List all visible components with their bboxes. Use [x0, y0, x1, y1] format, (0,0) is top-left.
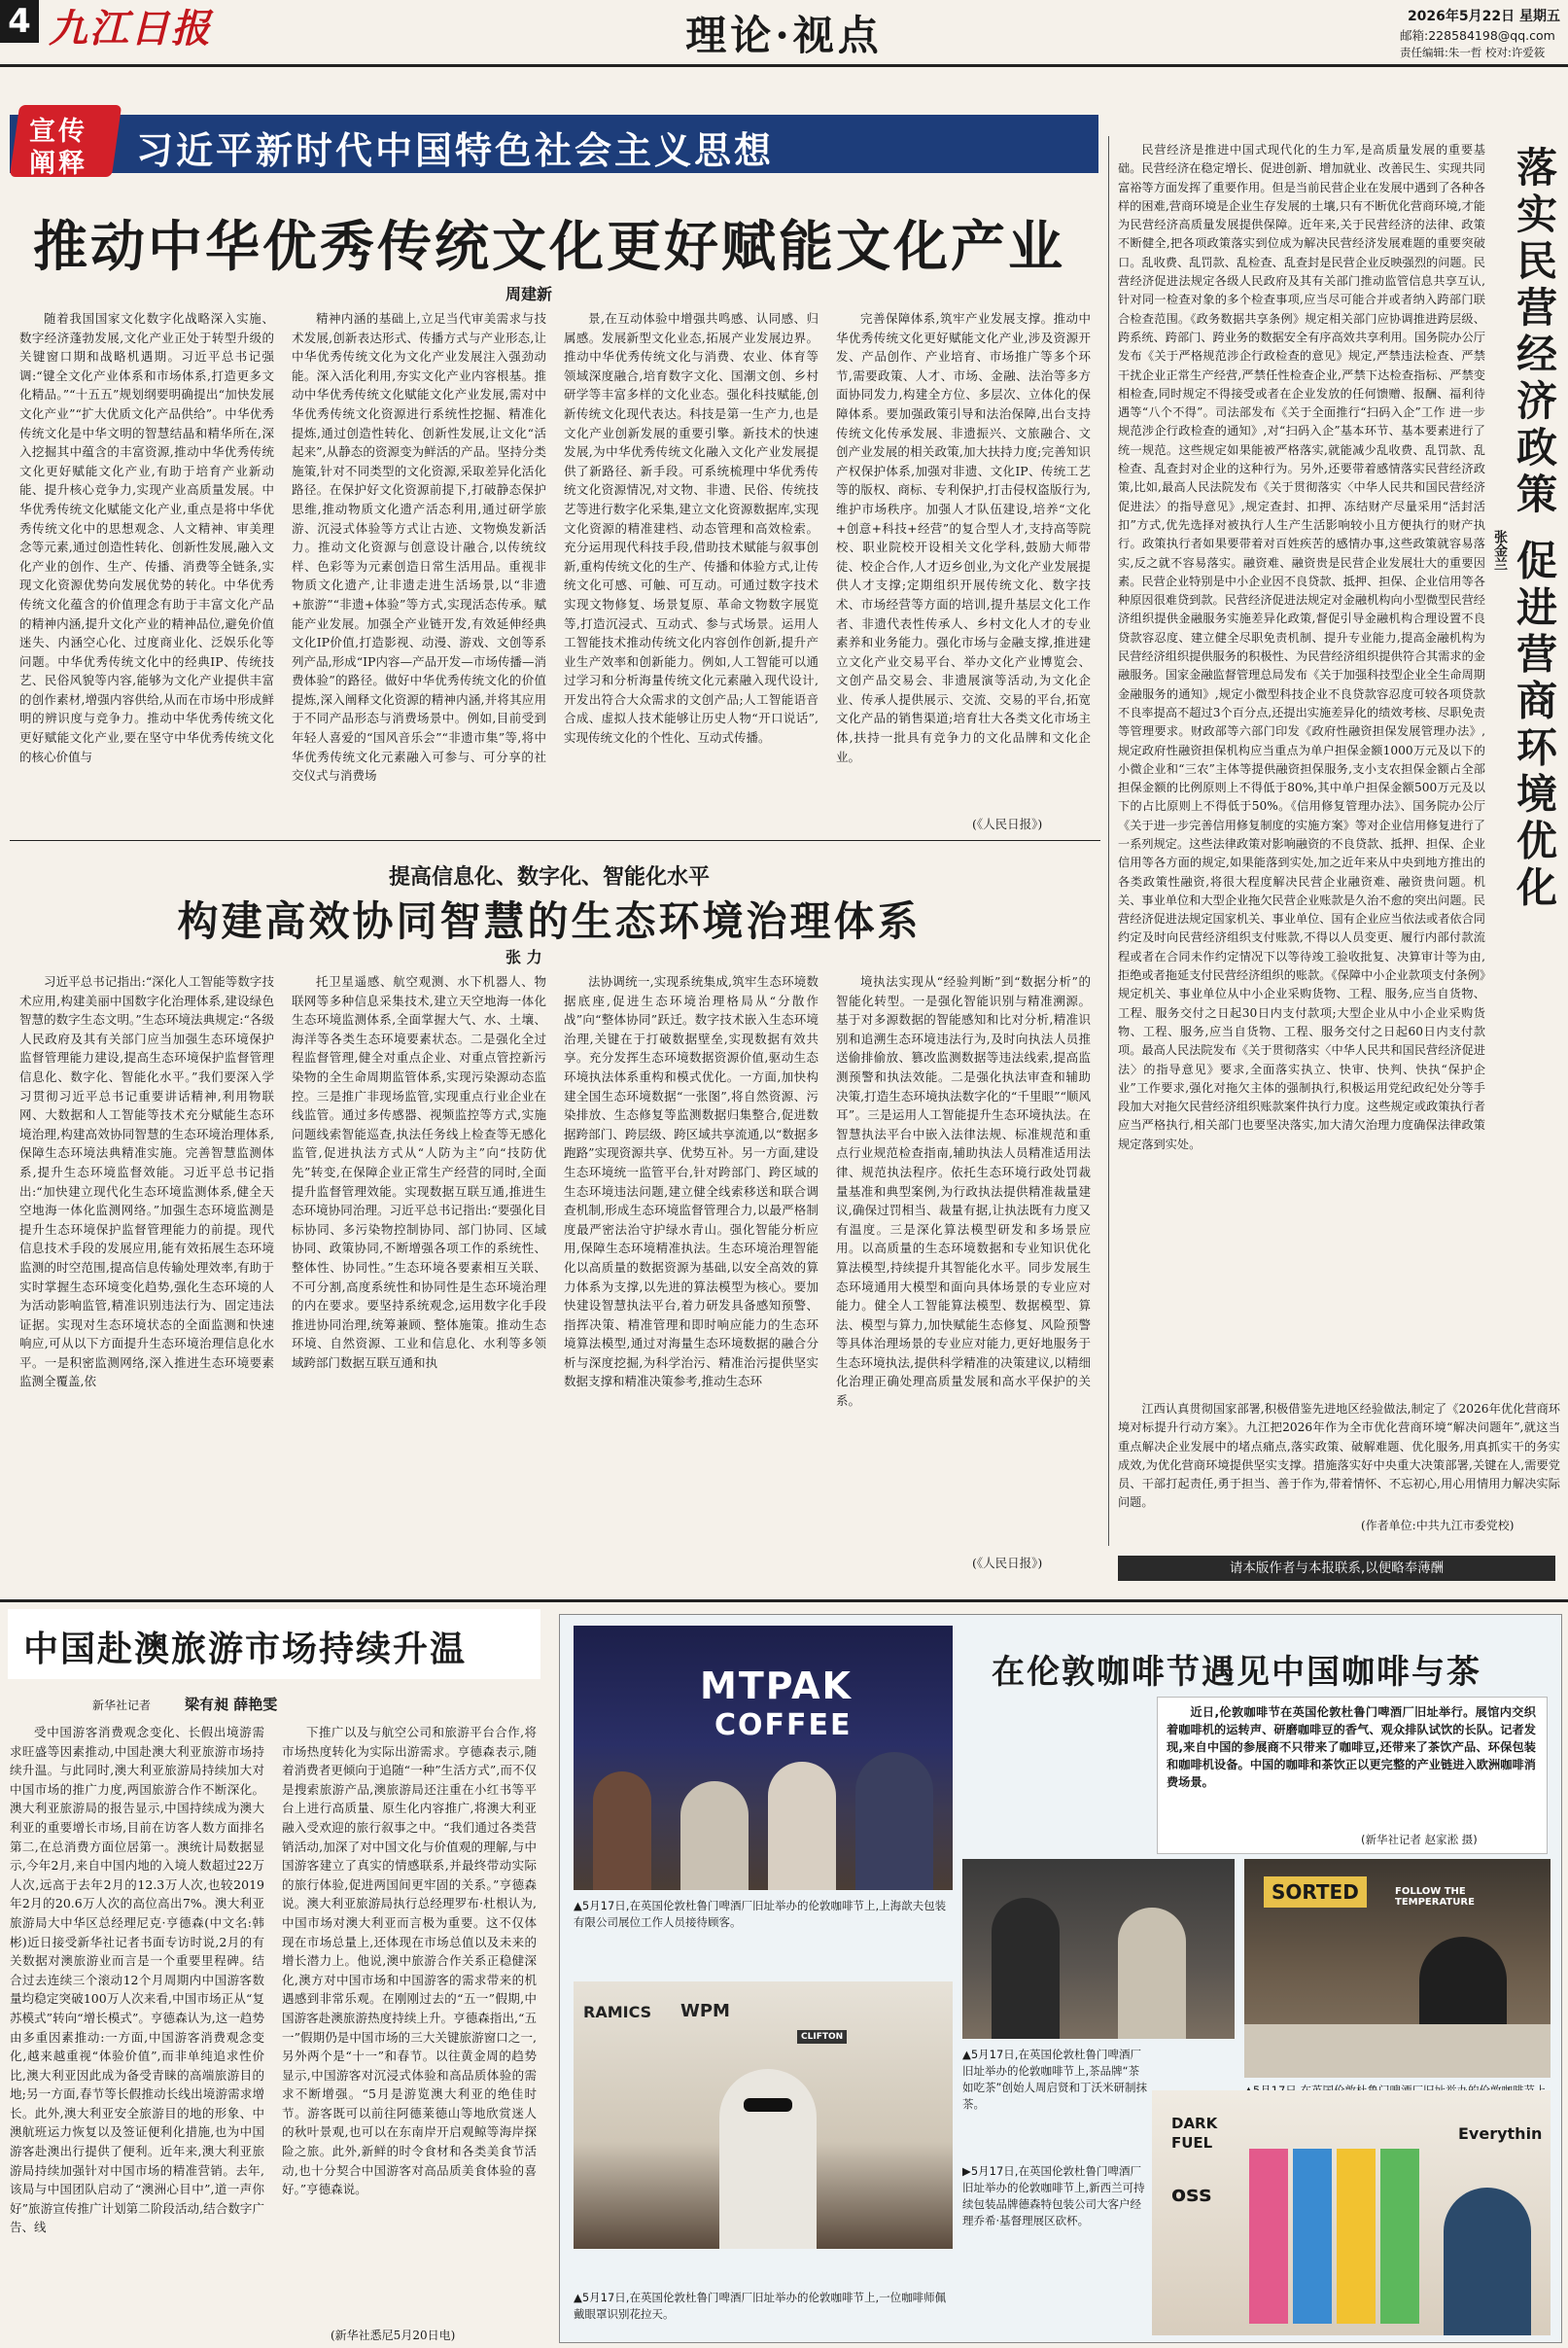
barista-eye-mask: [744, 2098, 792, 2112]
caption-middle-photo-1: ▲5月17日,在英国伦敦杜鲁门啤酒厂旧址举办的伦敦咖啡节上,茶品牌“茶如吃茶”创始人周启贤和丁沃米研制抹茶。: [962, 2048, 1147, 2111]
banner-tag-1: 宣传: [29, 117, 87, 147]
article1-column-2: 精神内涵的基础上,立足当代审美需求与技术发展,创新表达形式、传播方式与产业形态,让中华优秀传统文化为文化产业发展注入强劲动能。深入活化利用,夯实文化产业内容根基。推动中华优秀传统文化赋能文化产业发展,需对中华优秀传统文化资源进行系统性挖掘、精准化提炼,通过创造性转化、创新性发展,让文化“活起来”,从静态的资源变为鲜活的产品。坚持分类施策,针对不同类型的文化资源,采取差异化活化路径。在保护好文化资源前提下,打破静态保护思维,推动物质文化遗产活态利用,通过研学旅游、沉浸式体验等方式让古迹、文物焕发新活力。推动文化资源与创意设计融合,以传统纹样、色彩等为元素创造日常生活用品。重视非物质文化遗产,让非遗走进生活场景,以“非遗+旅游”“非遗+体验”等方式,实现活态传承。赋能产业发展。加强全产业链开发,有效延伸经典文化IP价值,打造影视、动漫、游戏、文创等系列产品,形成“IP内容—产品开发—市场传播—消费体验”的路径。做好中华优秀传统文化的价值提炼,深入阐释文化资源的精神内涵,并将其应用于不同产品形态与消费场景中。例如,目前受到年轻人喜爱的“国风音乐会”“非遗市集”等,将中华优秀传统文化元素融入可参与、可分享的社交仪式与消费场: [292, 311, 546, 784]
article2-column-3: 法协调统一,实现系统集成,筑牢生态环境数据底座,促进生态环境治理格局从“分散作战”向“整体协同”跃迁。数字技术嵌入生态环境治理,关键在于打破数据壁垒,实现数据有效共享。充分发挥生态环境数据资源价值,驱动生态环境执法体系重构和模式优化。一方面,加快构建全国生态环境数据“一张图”,将自然资源、污染排放、生态修复等监测数据归集整合,促进数据跨部门、跨层级、跨区域共享流通,以“数据多跑路”实现资源共享、优势互补。另一方面,建设生态环境统一监管平台,针对跨部门、跨区域的生态环境违法问题,建立健全线索移送和联合调查机制,形成生态环境监督管理合力,以最严格制度最严密法治守护绿水青山。强化智能分析应用,保障生态环境精准执法。生态环境治理智能化以高质量的数据资源为基础,以安全高效的算力体系为支撑,以先进的算法模型为核心。要加快建设智慧执法平台,着力研发具备感知预警、指挥决策、精准管理和即时响应能力的生态环境算法模型,通过对海量生态环境数据的融合分析与深度挖掘,为科学治污、精准治污提供坚实数据支撑和精准决策参考,推动生态环: [564, 974, 819, 1389]
photo-cups-display: [1152, 2090, 1551, 2335]
ramics-sign: RAMICS: [583, 2003, 652, 2021]
matcha-maker-figure: [992, 1898, 1060, 2039]
article1-divider: [10, 840, 1100, 841]
article3-author: 张金兰: [1492, 530, 1508, 571]
paper-logo: 九江日报: [49, 6, 212, 52]
coffee-sign: COFFEE: [714, 1708, 853, 1742]
everything-sign: Everythin: [1458, 2124, 1543, 2143]
article2-column-4: 境执法实现从“经验判断”到“数据分析”的智能化转型。一是强化智能识别与精准溯源。基于对多源数据的智能感知和比对分析,精准识别和追溯生态环境违法行为,及时向执法人员推送偷排偷放、篡改监测数据等违法线索,提高监测预警和执法效能。二是强化执法审查和辅助决策,打造生态环境执法数字化的“千里眼”“顺风耳”。三是运用人工智能提升生态环境执法。在智慧执法平台中嵌入法律法规、标准规范和重点行业规范检查指南,辅助执法人员精准适用法律、规范执法程序。依托生态环境行政处罚裁量基准和典型案例,为行政执法提供精准裁量建议,确保过罚相当、裁量有据,让执法既有力度又有温度。三是深化算法模型研发和多场景应用。以高质量的生态环境数据和专业知识优化算法模型,持续提升其智能化水平。同步发展生态环境通用大模型和面向具体场景的专业应对能力。健全人工智能算法模型、数据模型、算法、模型与算力,加快赋能生态修复、风险预警等具体治理场景的专业应对能力,更好地服务于生态环境执法,提供科学精准的决策建议,以精细化治理正确处理高质量发展和高水平保护的关系。: [836, 974, 1091, 1409]
matcha-maker-figure: [1118, 1908, 1186, 2039]
cup-stack: [1337, 2149, 1376, 2324]
article1-title: 推动中华优秀传统文化更好赋能文化产业: [33, 215, 1065, 279]
photo-barista: [574, 1981, 953, 2249]
crowd-figure: [855, 1752, 933, 1890]
banner-tag-2: 阐释: [29, 149, 87, 179]
article4-column-1: 受中国游客消费观念变化、长假出境游需求旺盛等因素推动,中国赴澳大利亚旅游市场持续升温。与此同时,澳大利亚旅游局持续加大对中国市场的推广力度,两国旅游合作不断深化。澳大利亚旅游局的报告显示,中国持续成为澳大利亚的重要增长市场,目前在访客人数方面排名第二,在总消费方面位居第一。澳统计局数据显示,今年2月,来自中国内地的入境人数超过22万人次,远高于去年2月的12.3万人次,也较2019年2月的20.6万人次的高位高出7%。澳大利亚旅游局大中华区总经理尼克·亨德森(中文名:韩彬)近日接受新华社记者书面专访时说,2月的有关数据对澳旅游业而言是一个重要里程碑。结合过去连续三个滚动12个月周期内中国游客数量均稳定突破100万人次来看,中国市场正从“复苏模式”转向“增长模式”。亨德森认为,这一趋势由多重因素推动:一方面,中国游客消费观念变化,越来越重视“体验价值”,而非单纯追求性价比,澳大利亚因此成为备受青睐的高端旅游目的地;另一方面,春节等长假推动长线出境游需求增长。此外,澳大利亚安全旅游目的地的形象、中澳航班运力恢复以及签证便利化措施,也为中国游客赴澳出行提供了便利。近年来,澳大利亚旅游局持续加强针对中国市场的精准营销。去年,该局与中国团队启动了“澳洲心目中”,道一声你好”旅游宣传推广计划第二阶段活动,结合数字广告、线: [10, 1725, 264, 2235]
article4-column-2: 下推广以及与航空公司和旅游平台合作,将市场热度转化为实际出游需求。亨德森表示,随着消费者更倾向于追随“一种”生活方式”,而不仅是搜索旅游产品,澳旅游局还注重在小红书等平台上进行高质量、原生化内容推广,将澳大利亚融入受欢迎的旅行叙事之中。“我们通过各类营销活动,加深了对中国文化与价值观的理解,与中国游客建立了真实的情感联系,并最终带动实际的旅行体验,促进两国间更牢固的关系。”亨德森说。澳大利亚旅游局执行总经理罗布·杜根认为,中国市场对澳大利亚而言极为重要。这不仅体现在市场总量上,还体现在市场总值以及未来的增长潜力上。他说,澳中旅游合作关系正稳健深化,澳方对中国市场和中国游客的需求带来的机遇感到非常乐观。在刚刚过去的“五一”假期,中国游客赴澳旅游热度持续上升。亨德森指出,“五一”假期仍是中国市场的三大关键旅游窗口之一,另外两个是“十一”和春节。以往黄金周的趋势显示,中国游客对沉浸式体验和高品质体验的需求不断增强。“5月是游览澳大利亚的绝佳时节。游客既可以前往阿德莱德山等地欣赏迷人的秋叶景观,也可以在东南岸开启观鲸等海岸探险之旅。此外,新鲜的时令食材和各类美食节活动,也十分契合中国游客对高品质美食体验的喜好。”亨德森说。: [282, 1725, 537, 2197]
oss-sign: oss: [1171, 2183, 1212, 2207]
masthead-date: 2026年5月22日 星期五: [1407, 9, 1560, 24]
article5-intro: 近日,伦敦咖啡节在英国伦敦杜鲁门啤酒厂旧址举行。展馆内交织着咖啡机的运转声、研磨咖啡豆的香气、观众排队试饮的长队。记者发现,来自中国的参展商不只带来了咖啡豆,还带来了茶饮产品、环保包装和咖啡机设备。中国的咖啡和茶饮正以更完整的产业链进入欧洲咖啡消费场景。: [1167, 1705, 1536, 1789]
sorted-sign: SORTED: [1264, 1876, 1367, 1908]
tea-counter: [1244, 2024, 1551, 2078]
author-notice: 请本版作者与本报联系,以便略奉薄酬: [1118, 1556, 1555, 1581]
mtpak-sign: MTPAK: [700, 1665, 853, 1707]
right-column-separator: [1108, 136, 1109, 1546]
clifton-sign: CLIFTON: [797, 2030, 847, 2044]
photo-matcha-booth: [962, 1859, 1235, 2039]
article1-author: 周建新: [505, 285, 553, 303]
article2-author: 张 力: [505, 948, 542, 966]
article3-column-1: 民营经济是推进中国式现代化的生力军,是高质量发展的重要基础。民营经济在稳定增长、促进创新、增加就业、改善民生、实现共同富裕等方面发挥了重要作用。但是当前民营企业在发展中遇到了各种各样的困难,营商环境是企业生存发展的土壤,只有不断优化营商环境,才能为民营经济高质量发展提供保障。近年来,关于民营经济的法律、政策不断健全,把各项政策落实到位成为解决民营经济发展难题的重要突破口。乱收费、乱罚款、乱检查、乱查封是民营企业反映强烈的问题。民营经济促进法规定各级人民政府及其有关部门推动监管信息共享互认,针对同一检查对象的多个检查事项,应当尽可能合并或者纳入跨部门联合检查范围。《政务数据共享条例》规定相关部门应协调推进跨层级、跨系统、跨部门、跨业务的数据安全有序高效共享利用。国务院办公厅发布《关于严格规范涉企行政检查的意见》规定,严禁违法检查、严禁干扰企业正常生产经营,严禁任性检查企业,严禁下达检查指标、严禁变相检查,同时规定不得接受或者在企业发放的任何馈赠、报酬、福利待遇等“八个不得”。司法部发布《关于全面推行“扫码入企”工作 进一步规范涉企行政检查的通知》,对“扫码入企”基本环节、基本要素进行了统一规范。这些规定如果能被严格落实,就能减少乱收费、乱罚款、乱检查、乱查封对企业的这种行为。另外,还要带着感情落实民营经济政策,比如,最高人民法院发布《关于贯彻落实〈中华人民共和国民营经济促进法〉的指导意见》,规定查封、扣押、冻结财产尽量采用“活封活扣”方式,优先选择对被执行人生产生活影响较小且方便执行的财产执行。政策执行者如果要带着对百姓疾苦的感情办事,这些政策就容易落实,反之就不容易落实。融资难、融资贵是民营企业发展壮大的重要因素。民营企业特别是中小企业因不良贷款、抵押、担保、企业信用等各种原因很难贷到款。民营经济促进法规定对金融机构向小型微型民营经济组织提供金融服务实施差异化政策,督促引导金融机构合理设置不良贷款容忍度、建立健全尽职免责机制、提升专业能力,提高金融机构为民营经济组织提供服务的积极性、为民营经济组织提供符合其需求的金融服务。国家金融监督管理总局发布《关于加强科技型企业全生命周期金融服务的通知》,规定小微型科技企业不良贷款容忍度可较各项贷款不良率提高不超过3个百分点,还提出实施差异化的绩效考核、尽职免责等管理要求。财政部等六部门印发《政府性融资担保发展管理办法》,规定政府性融资担保机构应当重点为单户担保金额1000万元及以下的小微企业和“三农”主体等提供融资担保服务,支小支农担保金额占全部担保金额的比例原则上不得低于80%,其中单户担保金额500万元及以下的占比原则上不得低于50%。《信用修复管理办法》、国务院办公厅《关于进一步完善信用修复制度的实施方案》等对企业信用修复进行了一系列规定。这些法律政策对影响融资的不良贷款、抵押、担保、企业信用等各方面的规定,如果能落到实处,加之近年来从中央到地方推出的各类政策性融资,将很大程度解决民营企业融资难、融资贵问题。机关、事业单位和大型企业拖欠民营企业账款是久治不愈的突出问题。民营经济促进法规定国家机关、事业单位、国有企业应当依法或者依合同约定及时向民营经济组织支付账款,不得以人员变更、履行内部付款流程或者在合同未作约定情况下以等待竣工验收批复、决算审计等为由,拒绝或者拖延支付民营经济组织的账款。《保障中小企业款项支付条例》规定机关、事业单位从中小企业采购货物、工程、服务,应当自货物、工程、服务交付之日起30日内支付款项;大型企业从中小企业采购货物、工程、服务,应当自货物、工程、服务交付之日起60日内支付款项。最高人民法院发布《关于贯彻落实〈中华人民共和国民营经济促进法〉的指导意见》要求,全面落实执立、快审、快判、快执“保护企业”工作要求,强化对拖欠主体的强制执行,积极运用党纪政纪处分等手段加大对拖欠民营经济组织账款案件执行力度。这些规定或政策执行者应当严格执行,相关部门也要坚决落实,加大清欠治理力度确保法律政策规定落到实处。: [1118, 143, 1485, 1151]
caption-bottom-photo: ▲5月17日,在英国伦敦杜鲁门啤酒厂旧址举办的伦敦咖啡节上,一位咖啡师佩戴眼罩识别花拉天。: [574, 2291, 947, 2321]
page-number: 4: [8, 2, 31, 41]
article1-source: (《人民日报》): [972, 817, 1043, 831]
banner-text: 习近平新时代中国特色社会主义思想: [136, 128, 775, 172]
article2-kicker: 提高信息化、数字化、智能化水平: [388, 864, 710, 890]
fuel-sign: FUEL: [1171, 2134, 1213, 2152]
article5-title: 在伦敦咖啡节遇见中国咖啡与茶: [992, 1653, 1481, 1692]
article3-column-2: 江西认真贯彻国家部署,积极借鉴先进地区经验做法,制定了《2026年优化营商环境对标提升行动方案》。九江把2026年作为全市优化营商环境“解决问题年”,就这当重点解决企业发展中的堵点痛点,落实政策、破解难题、优化服务,用真抓实干的务实成效,为优化营商环境提供坚实支撑。措施落实好中央重大决策部署,关键在人,需要党员、干部打起责任,勇于担当、善于作为,带着情怀、不忘初心,用心用情用力解决实际问题。: [1118, 1402, 1560, 1510]
caption-main-photo: ▲5月17日,在英国伦敦杜鲁门啤酒厂旧址举办的伦敦咖啡节上,上海歆夫包装有限公司展位工作人员接待顾客。: [574, 1899, 947, 1929]
cup-stack: [1293, 2149, 1332, 2324]
wpm-sign: WPM: [680, 2001, 730, 2021]
crowd-figure: [680, 1781, 749, 1890]
main-photo-coffee-booth: [574, 1626, 953, 1890]
article3-title: 落实民营经济政策 促进营商环境优化: [1511, 146, 1558, 913]
article4-byline-label: 新华社记者: [92, 1699, 152, 1712]
article4-byline-names: 梁有昶 薛艳雯: [185, 1696, 278, 1713]
article2-title: 构建高效协同智慧的生态环境治理体系: [177, 897, 922, 945]
article4-title: 中国赴澳旅游市场持续升温: [23, 1629, 468, 1669]
article1-column-3: 景,在互动体验中增强共鸣感、认同感、归属感。发展新型文化业态,拓展产业发展边界。推动中华优秀传统文化与消费、农业、体育等领域深度融合,培育数字文化、国潮文创、乡村研学等丰富多样的文化业态。强化科技赋能,创新传统文化现代表达。科技是第一生产力,也是文化产业创新发展的重要引擎。新技术的快速发展,为中华优秀传统文化融入文化产业发展提供了新路径、新手段。可系统梳理中华优秀传统文化资源情况,对文物、非遗、民俗、传统技艺等进行数字化采集,建立文化资源数据库,实现文化资源的精准建档、动态管理和高效检索。充分运用现代科技手段,借助技术赋能与叙事创新,重构传统文化的生产、传播和体验方式,让传统文化可感、可触、可互动。可通过数字技术实现文物修复、场景复原、革命文物数字展览等,打造沉浸式、互动式、参与式场景。运用人工智能技术推动传统文化内容创作创新,提升产业生产效率和创新能力。例如,人工智能可以通过学习和分析海量传统文化元素融入现代设计,开发出符合大众需求的文创产品;人工智能语音合成、虚拟人技术能够让历史人物“开口说话”,实现传统文化的个性化、互动式传播。: [564, 311, 819, 746]
follow-sign: FOLLOW THE TEMPERATURE: [1395, 1886, 1475, 1908]
exhibitor-figure: [1444, 2188, 1531, 2335]
crowd-figure: [593, 1771, 651, 1890]
masthead-rule: [0, 64, 1568, 67]
article2-source: (《人民日报》): [972, 1556, 1043, 1570]
masthead-editors: 责任编辑:朱一哲 校对:许爱筱: [1400, 46, 1546, 59]
article3-source: (作者单位:中共九江市委党校): [1361, 1519, 1515, 1532]
masthead-email: 邮箱:228584198@qq.com: [1400, 28, 1555, 43]
article2-column-2: 托卫星遥感、航空观测、水下机器人、物联网等多种信息采集技术,建立天空地海一体化生态环境监测体系,全面掌握大气、水、土壤、海洋等各类生态环境要素状态。二是强化全过程监督管理,健全对重点企业、对重点管控新污染物的全生命周期监管体系,实现污染源动态监控。三是推广非现场监管,实现重点行业企业在线监管。通过多传感器、视频监控等方式,实施问题线索智能巡查,执法任务线上检查等无感化监管,促进执法方式从“人防为主”向“技防优先”转变,在保障企业正常生产经营的同时,全面提升监督管理效能。实现数据互联互通,推进生态环境协同治理。习近平总书记指出:“要强化目标协同、多污染物控制协同、部门协同、区域协同、政策协同,不断增强各项工作的系统性、整体性、协同性。”生态环境各要素相互关联、不可分割,高度系统性和协同性是生态环境治理的内在要求。要坚持系统观念,运用数字化手段推进协同治理,统筹兼顾、整体施策。推动生态环境、自然资源、工业和信息化、水利等多领域跨部门数据互联互通和执: [292, 974, 546, 1370]
barista-figure: [719, 2069, 817, 2249]
article5-intro-credit: (新华社记者 赵家淞 摄): [1361, 1833, 1478, 1846]
cup-stack: [1380, 2149, 1419, 2324]
section-title: 理论·视点: [685, 12, 883, 59]
article1-column-1: 随着我国国家文化数字化战略深入实施、数字经济蓬勃发展,文化产业正处于转型升级的关键窗口期和战略机遇期。习近平总书记强调:“键全文化产业体系和市场体系,打造更多文化精品。”“十五五”规划纲要明确提出“加快发展文化产业”“扩大优质文化产品供给”。中华优秀传统文化是中华文明的智慧结晶和精华所在,深入挖掘其中蕴含的丰富资源,推动中华优秀传统文化更好赋能文化产业,有助于培育产业新动能、提升核心竞争力,实现产业高质量发展。中华优秀传统文化赋能文化产业,重点是将中华优秀传统文化中的思想观念、人文精神、审美理念等元素,通过创造性转化、创新性发展,融入文化产业的创作、生产、传播、消费等全链条,实现文化资源优势向发展优势的转化。中华优秀传统文化蕴含的价值理念有助于丰富文化产品的精神内涵,提升文化产业的精神品位,避免价值迷失、内涵空心化、过度商业化、泛娱乐化等问题。中华优秀传统文化中的经典IP、传统技艺、民俗风貌等内容,能够为文化产业提供丰富的创作素材,增强内容供给,从而在市场中形成鲜明的辨识度与竞争力。推动中华优秀传统文化更好赋能文化产业,要在坚守中华优秀传统文化的核心价值与: [19, 311, 274, 764]
dark-sign: DARK: [1171, 2115, 1218, 2132]
article4-source: (新华社悉尼5月20日电): [331, 2329, 456, 2342]
photo-tea-booth: [1244, 1859, 1551, 2078]
caption-middle-photo-2: ▶5月17日,在英国伦敦杜鲁门啤酒厂旧址举办的伦敦咖啡节上,新西兰可持续包装品牌德森特包装公司大客户经理乔希·基督理展区砍杯。: [962, 2164, 1145, 2227]
lower-section-rule: [0, 1599, 1568, 1602]
article2-column-1: 习近平总书记指出:“深化人工智能等数字技术应用,构建美丽中国数字化治理体系,建设绿色智慧的数字生态文明。”生态环境法典规定:“各级人民政府及其有关部门应当加强生态环境保护监督管理能力建设,提高生态环境保护监督管理信息化、数字化、智能化水平。”我们要深入学习贯彻习近平总书记重要讲话精神,利用物联网、大数据和人工智能等技术充分赋能生态环境治理,构建高效协同智慧的生态环境治理体系,保障生态环境法典精准实施。完善智慧监测体系,提升生态环境监督效能。习近平总书记指出:“加快建立现代化生态环境监测体系,健全天空地海一体化监测网络。”加强生态环境监测是提升生态环境保护监督管理能力的前提。现代信息技术手段的发展应用,能有效拓展生态环境监测的时空范围,提高信息传输处理效率,有助于实时掌握生态环境变化趋势,强化生态环境的人为活动影响监管,精准识别违法行为、固定违法证据。实现对生态环境状态的全面监测和快速响应,可从以下方面提升生态环境治理信息化水平。一是积密监测网络,深入推进生态环境要素监测全覆盖,依: [19, 974, 274, 1389]
article1-column-4: 完善保障体系,筑牢产业发展支撑。推动中华优秀传统文化更好赋能文化产业,涉及资源开发、产品创作、产业培育、市场推广等多个环节,需要政策、人才、市场、金融、法治等多方面协同发力,构建全方位、多层次、立体化的保障体系。要加强政策引导和法治保障,出台支持传统文化传承发展、非遗振兴、文旅融合、文创产业发展的相关政策,加大扶持力度;完善知识产权保护体系,加强对非遗、文化IP、传统工艺等的版权、商标、专利保护,打击侵权盗版行为,维护市场秩序。加强人才队伍建设,培养“文化+创意+科技+经营”的复合型人才,支持高等院校、职业院校开设相关文化学科,鼓励大师带徒、校企合作,人才迈乡创业,为文化产业发展提供人才支撑;定期组织开展传统文化、数字技术、市场经营等方面的培训,提升基层文化工作者、非遗代表性传承人、乡村文化人才的专业素养和业务能力。强化市场与金融支撑,推进建立文化产业交易平台、举办文化产业博览会、文创产品交易会、非遗展演等活动,为文化企业、传承人提供展示、交流、交易的平台,拓宽文化产品的销售渠道;培育壮大各类文化市场主体,扶持一批具有竞争力的文化品牌和文化企业。: [836, 311, 1091, 764]
crowd-figure: [768, 1762, 836, 1890]
cup-stack: [1249, 2149, 1288, 2324]
